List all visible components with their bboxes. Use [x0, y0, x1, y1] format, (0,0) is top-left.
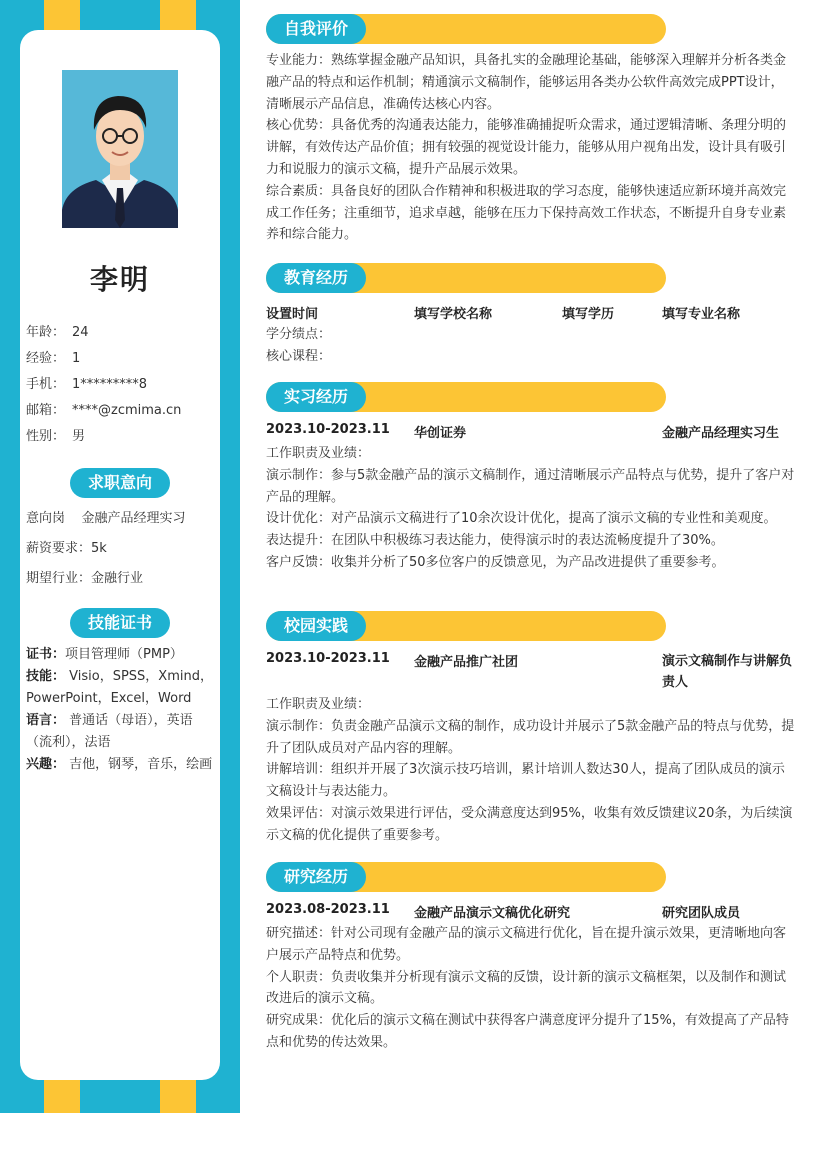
sidebar: [0, 0, 240, 1113]
section-intern-header: [266, 382, 666, 412]
skill-language: 语言： 普通话（母语），英语（流利），法语: [26, 713, 193, 750]
section-campus-header: [266, 611, 666, 641]
info-phone: 手机： 1*********8: [26, 377, 148, 392]
intern-item: 演示制作：参与5款金融产品的演示文稿制作，通过清晰展示产品特点与优势，提升了客户对产品的理解。: [266, 467, 795, 505]
section-title: 研究经历: [266, 862, 366, 892]
section-self-header: [266, 14, 666, 44]
campus-details: [266, 694, 796, 847]
skills-heading: 技能证书: [70, 608, 170, 638]
edu-courses: 核心课程：: [266, 348, 332, 364]
campus-item: 效果评估：对演示效果进行评估，受众满意度达到95%，收集有效反馈建议20条，为后续演示文稿的优化提供了重要参考。: [266, 805, 793, 843]
intent-salary: 薪资要求：5k: [26, 541, 107, 556]
section-title: 实习经历: [266, 382, 366, 412]
edu-gpa: 学分绩点：: [266, 327, 332, 342]
edu-school: 填写学校名称: [414, 307, 493, 322]
intent-position: 意向岗 金融产品经理实习: [26, 511, 186, 526]
intern-item: 表达提升：在团队中积极练习表达能力，使得演示时的表达流畅度提升了30%。: [266, 533, 724, 549]
intern-time: 2023.10-2023.11: [266, 422, 390, 437]
info-age: 年龄： 24: [26, 325, 89, 340]
job-intent-heading: 求职意向: [70, 468, 170, 498]
profile-card: [20, 30, 220, 1080]
section-title: 自我评价: [266, 14, 366, 44]
research-item: 研究描述：针对公司现有金融产品的演示文稿进行优化，旨在提升演示效果，更清晰地向客户展示产品特点和优势。: [266, 926, 787, 963]
info-gender: 性别： 男: [26, 429, 86, 444]
research-project: 金融产品演示文稿优化研究: [414, 906, 571, 921]
section-title: 教育经历: [266, 263, 366, 293]
candidate-name: 李明: [89, 263, 150, 296]
avatar: [56, 70, 184, 228]
section-education-header: [266, 263, 666, 293]
self-paragraph: 专业能力：熟练掌握金融产品知识，具备扎实的金融理论基础，能够深入理解并分析各类金融产品的特点和运作机制；精通演示文稿制作，能够运用各类办公软件高效完成PPT设计，清晰展示产品信息，准确传达核心内容。: [266, 53, 787, 112]
campus-org: 金融产品推广社团: [414, 655, 519, 670]
info-email: 邮箱： ****@zcmima.cn: [26, 403, 182, 418]
research-item: 个人职责：负责收集并分析现有演示文稿的反馈，设计新的演示文稿框架，以及制作和测试改进后的演示文稿。: [266, 969, 787, 1007]
skill-tech: 技能： Visio，SPSS，Xmind，PowerPoint，Excel，Word: [26, 669, 213, 706]
section-title: 校园实践: [266, 611, 366, 641]
campus-item: 讲解培训：组织并开展了3次演示技巧培训，累计培训人数达30人，提高了团队成员的演示文稿设计与表达能力。: [266, 762, 785, 800]
education-details: [266, 324, 796, 368]
intern-item: 客户反馈：收集并分析了50多位客户的反馈意见，为产品改进提供了重要参考。: [266, 554, 725, 570]
intern-item: 设计优化：对产品演示文稿进行了10余次设计优化，提高了演示文稿的专业性和美观度。: [266, 511, 777, 527]
intern-org: 华创证券: [414, 426, 467, 441]
intent-industry: 期望行业：金融行业: [26, 571, 144, 586]
research-time: 2023.08-2023.11: [266, 902, 390, 917]
self-evaluation: [266, 50, 796, 246]
skill-cert: 证书：项目管理师（PMP）: [26, 647, 183, 662]
edu-time: 设置时间: [266, 307, 319, 322]
campus-time: 2023.10-2023.11: [266, 651, 390, 666]
intern-role: 金融产品经理实习生: [662, 426, 780, 441]
skills-list: [26, 644, 214, 776]
campus-role: 演示文稿制作与讲解负责人: [662, 654, 793, 690]
section-research-header: [266, 862, 666, 892]
campus-item: 演示制作：负责金融产品演示文稿的制作，成功设计并展示了5款金融产品的特点与优势，提升了团队成员对产品内容的理解。: [266, 718, 795, 756]
intern-details: [266, 443, 796, 574]
edu-major: 填写专业名称: [662, 307, 741, 322]
intern-intro: 工作职责及业绩：: [266, 446, 371, 461]
research-details: [266, 923, 796, 1054]
campus-intro: 工作职责及业绩：: [266, 697, 371, 712]
research-role: 研究团队成员: [662, 906, 741, 921]
skill-hobby: 兴趣： 吉他，钢琴，音乐，绘画: [26, 757, 213, 772]
self-paragraph: 综合素质：具备良好的团队合作精神和积极进取的学习态度，能够快速适应新环境并高效完成工作任务；注重细节，追求卓越，能够在压力下保持高效工作状态，不断提升自身专业素养和综合能力。: [266, 183, 787, 243]
edu-degree: 填写学历: [562, 307, 615, 322]
info-experience: 经验： 1: [26, 351, 81, 366]
self-paragraph: 核心优势：具备优秀的沟通表达能力，能够准确捕捉听众需求，通过逻辑清晰、条理分明的讲解，有效传达产品价值；拥有较强的视觉设计能力，能够从用户视角出发，设计具有吸引力和说服力的演示文稿，提升产品展示效果。: [266, 118, 787, 177]
research-item: 研究成果：优化后的演示文稿在测试中获得客户满意度评分提升了15%，有效提高了产品特点和优势的传达效果。: [266, 1013, 789, 1050]
